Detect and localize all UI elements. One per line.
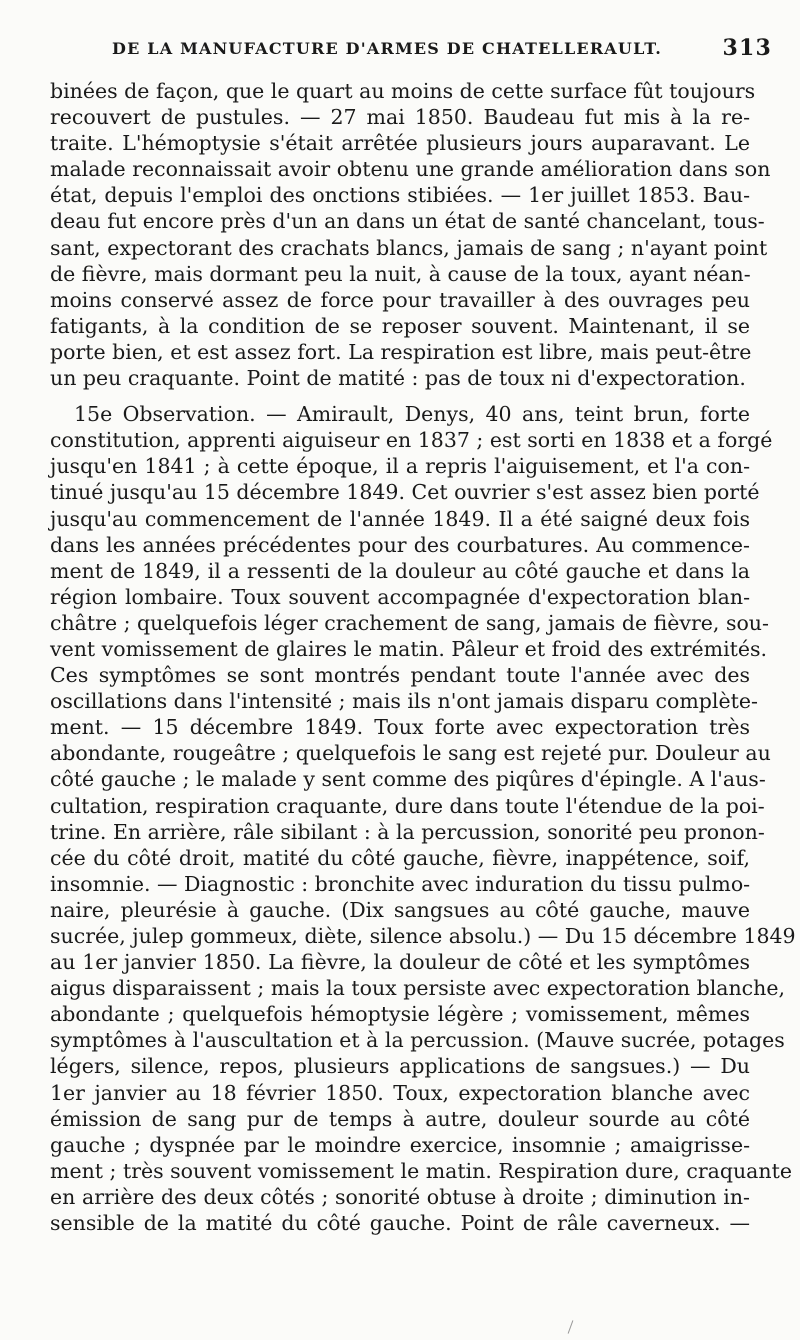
text-line: ment. — 15 décembre 1849. Toux forte avec expectoration très <box>50 715 750 740</box>
paragraph-gap <box>50 391 750 401</box>
text-line: légers, silence, repos, plusieurs applications de sangsues.) — Du <box>50 1054 750 1079</box>
text-line: côté gauche ; le malade y sent comme des piqûres d'épingle. A l'aus- <box>50 767 766 792</box>
page-body <box>50 78 796 1236</box>
text-line: châtre ; quelquefois léger crachement de sang, jamais de fièvre, sou- <box>50 610 769 635</box>
text-line: gauche ; dyspnée par le moindre exercice, insomnie ; amaigrisse- <box>50 1132 750 1157</box>
text-line: émission de sang pur de temps à autre, douleur sourde au côté <box>50 1106 750 1131</box>
text-line: sensible de la matité du côté gauche. Point de râle caverneux. — <box>50 1211 750 1236</box>
text-line: binées de façon, que le quart au moins de cette surface fût toujours <box>50 79 756 103</box>
text-line: deau fut encore près d'un an dans un état de santé chancelant, tous- <box>50 209 765 234</box>
text-line: oscillations dans l'intensité ; mais ils n'ont jamais disparu complète- <box>50 689 758 714</box>
text-line: de fièvre, mais dormant peu la nuit, à cause de la toux, ayant néan- <box>50 261 751 286</box>
text-line: dans les années précédentes pour des courbatures. Au commence- <box>50 532 750 557</box>
text-line: jusqu'au commencement de l'année 1849. Il a été saigné deux fois <box>50 506 750 531</box>
observation-heading-line: 15e Observation. — Amirault, Denys, 40 ans, teint brun, forte <box>74 402 750 427</box>
text-line: moins conservé assez de force pour travailler à des ouvrages peu <box>50 287 750 312</box>
paragraph-1 <box>50 78 771 391</box>
text-line: trine. En arrière, râle sibilant : à la percussion, sonorité peu pronon- <box>50 819 765 844</box>
text-line: aigus disparaissent ; mais la toux persiste avec expectoration blanche, <box>50 976 786 1001</box>
text-line: recouvert de pustules. — 27 mai 1850. Baudeau fut mis à la re- <box>50 105 750 130</box>
text-line: abondante, rougeâtre ; quelquefois le sang est rejeté pur. Douleur au <box>50 741 771 766</box>
page-number: 313 <box>722 35 772 61</box>
text-line: constitution, apprenti aiguiseur en 1837 ; est sorti en 1838 et a forgé <box>50 428 773 453</box>
text-line: abondante ; quelquefois hémoptysie légère ; vomissement, mêmes <box>50 1002 750 1027</box>
text-line: vent vomissement de glaires le matin. Pâleur et froid des extrémités. <box>50 636 768 661</box>
page-header <box>112 30 772 66</box>
text-line: ment ; très souvent vomissement le matin. Respiration dure, craquante <box>50 1158 792 1183</box>
text-line: 1er janvier au 18 février 1850. Toux, expectoration blanche avec <box>50 1080 750 1105</box>
text-line: état, depuis l'emploi des onctions stibiées. — 1er juillet 1853. Bau- <box>50 183 750 208</box>
paragraph-2-observation-15 <box>50 401 796 1236</box>
text-line: traite. L'hémoptysie s'était arrêtée plusieurs jours auparavant. Le <box>50 131 750 156</box>
text-line: insomnie. — Diagnostic : bronchite avec induration du tissu pulmo- <box>50 871 751 896</box>
running-title: DE LA MANUFACTURE D'ARMES DE CHATELLERAULT. <box>112 38 663 58</box>
text-line: ment de 1849, il a ressenti de la douleur au côté gauche et dans la <box>50 558 750 583</box>
stray-pencil-mark <box>568 1320 574 1333</box>
text-line: un peu craquante. Point de matité : pas de toux ni d'expectoration. <box>50 366 746 391</box>
text-line: symptômes à l'auscultation et à la percussion. (Mauve sucrée, potages <box>50 1028 785 1053</box>
text-line: région lombaire. Toux souvent accompagnée d'expectoration blan- <box>50 584 750 609</box>
text-line: cée du côté droit, matité du côté gauche, fièvre, inappétence, soif, <box>50 845 750 870</box>
text-line: fatigants, à la condition de se reposer souvent. Maintenant, il se <box>50 313 750 338</box>
text-line: sant, expectorant des crachats blancs, jamais de sang ; n'ayant point <box>50 235 768 260</box>
text-line: naire, pleurésie à gauche. (Dix sangsues au côté gauche, mauve <box>50 897 750 922</box>
text-line: malade reconnaissait avoir obtenu une grande amélioration dans son <box>50 157 771 182</box>
text-line: jusqu'en 1841 ; à cette époque, il a repris l'aiguisement, et l'a con- <box>50 454 750 479</box>
text-line: Ces symptômes se sont montrés pendant toute l'année avec des <box>50 663 750 688</box>
text-line: cultation, respiration craquante, dure dans toute l'étendue de la poi- <box>50 793 765 818</box>
text-line: sucrée, julep gommeux, diète, silence absolu.) — Du 15 décembre 1849 <box>50 924 796 948</box>
text-line: au 1er janvier 1850. La fièvre, la douleur de côté et les symptômes <box>50 950 750 975</box>
text-line: porte bien, et est assez fort. La respiration est libre, mais peut-être <box>50 339 752 364</box>
text-line: tinué jusqu'au 15 décembre 1849. Cet ouvrier s'est assez bien porté <box>50 480 760 505</box>
text-line: en arrière des deux côtés ; sonorité obtuse à droite ; diminution in- <box>50 1184 750 1209</box>
